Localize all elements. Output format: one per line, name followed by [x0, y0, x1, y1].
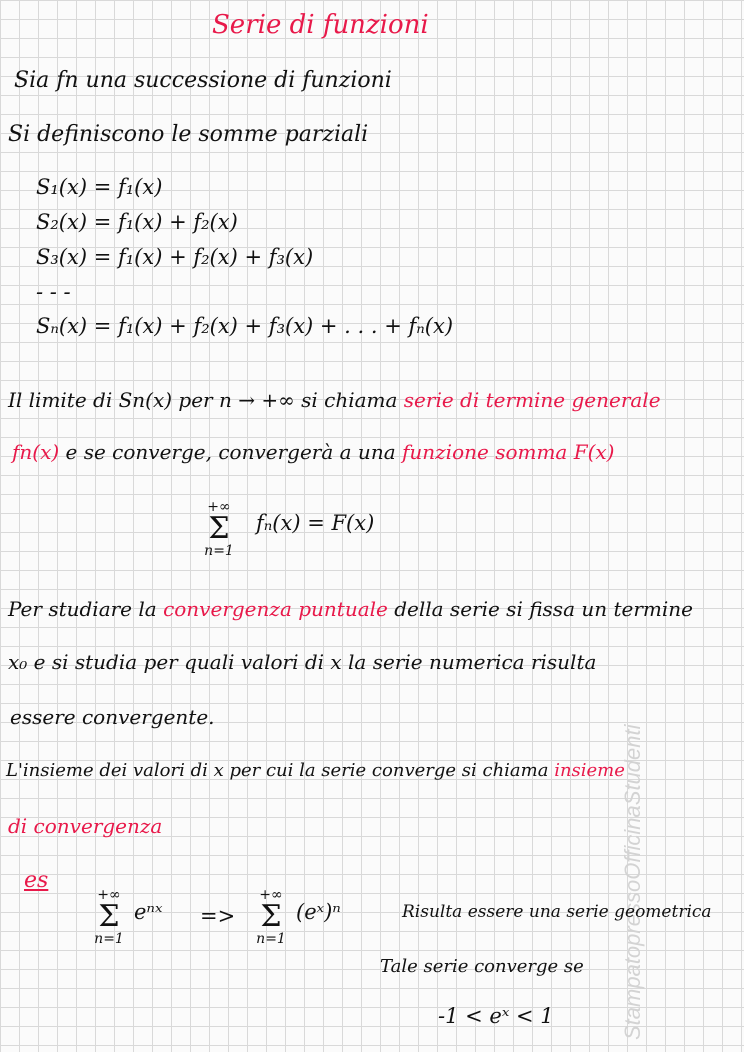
pointwise-end: della serie si fissa un termine	[394, 597, 693, 621]
fn-start: fn(x)	[12, 440, 60, 464]
limit-highlight: serie di termine generale	[403, 388, 661, 412]
pointwise-line-3: essere convergente.	[10, 705, 215, 729]
example-condition: -1 < eˣ < 1	[438, 1004, 554, 1028]
sigma-symbol: Σ	[208, 511, 230, 546]
example-note-2: Tale serie converge se	[380, 956, 584, 977]
limit-line	[8, 388, 661, 412]
sigma-symbol: Σ	[98, 899, 120, 934]
intro-line: Sia fn una successione di funzioni	[14, 68, 392, 93]
example-note-1: Risulta essere una serie geometrica	[402, 902, 712, 922]
formula-body: fₙ(x) = F(x)	[256, 511, 375, 535]
sigma-symbol: Σ	[260, 899, 282, 934]
set-line	[6, 760, 625, 781]
sum-upper: +∞	[207, 499, 231, 515]
example-sum-2	[254, 888, 288, 946]
partial-sum-2: S₂(x) = f₁(x) + f₂(x)	[36, 210, 238, 234]
pointwise-line-2: x₀ e si studia per quali valori di x la serie numerica risulta	[8, 650, 597, 674]
formula-summation	[202, 500, 236, 558]
example-sum-2-lower: n=1	[256, 931, 286, 947]
set-highlight-2: di convergenza	[8, 814, 163, 838]
pointwise-highlight: convergenza puntuale	[163, 597, 388, 621]
set-highlight: insieme	[554, 760, 625, 781]
pointwise-line-1	[8, 597, 693, 621]
example-sum-1-upper: +∞	[97, 887, 121, 903]
fn-highlight: funzione somma F(x)	[401, 440, 615, 464]
set-text: L'insieme dei valori di x per cui la serie converge si chiama	[6, 760, 549, 781]
page-title: Serie di funzioni	[212, 10, 429, 40]
fn-middle: e se converge, convergerà a una	[65, 440, 396, 464]
example-sum-1-body: eⁿˣ	[134, 900, 163, 924]
pointwise-start: Per studiare la	[8, 597, 157, 621]
partial-sum-n: Sₙ(x) = f₁(x) + f₂(x) + f₃(x) + . . . + fₙ(x)	[36, 314, 454, 338]
example-arrow: =>	[200, 904, 236, 928]
example-sum-2-upper: +∞	[259, 887, 283, 903]
example-sum-1	[92, 888, 126, 946]
partial-sum-3: S₃(x) = f₁(x) + f₂(x) + f₃(x)	[36, 245, 314, 269]
fn-line	[12, 440, 614, 464]
partial-sums-intro: Si definiscono le somme parziali	[8, 122, 369, 147]
example-label: es	[24, 868, 49, 893]
watermark: StampatopressoOfficinaStudenti	[620, 724, 645, 1040]
partial-sum-1: S₁(x) = f₁(x)	[36, 175, 163, 199]
example-sum-1-lower: n=1	[94, 931, 124, 947]
partial-sum-ellipsis: - - -	[36, 280, 71, 304]
limit-text: Il limite di Sn(x) per n → +∞ si chiama	[8, 388, 398, 412]
sum-lower: n=1	[204, 543, 234, 559]
example-sum-2-body: (eˣ)ⁿ	[296, 900, 341, 924]
